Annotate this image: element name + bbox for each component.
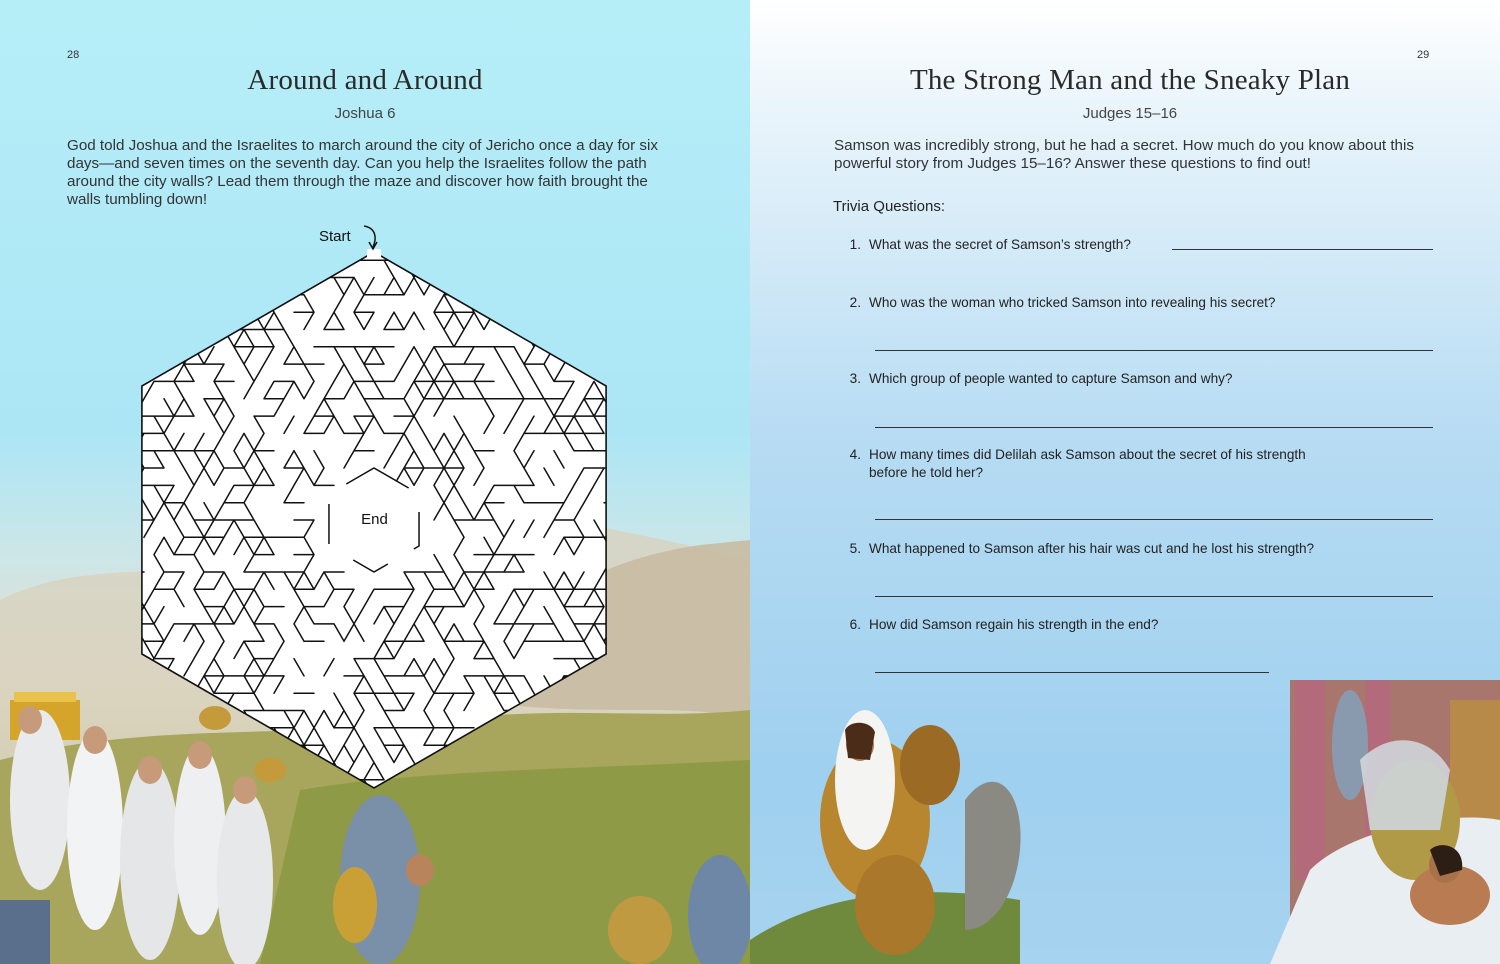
samson-lion-illustration xyxy=(750,710,1021,964)
right-page xyxy=(750,0,1500,964)
question-number: 4. xyxy=(849,447,861,462)
scripture-reference: Joshua 6 xyxy=(334,105,396,122)
delilah-samson-illustration xyxy=(1270,680,1500,964)
answer-line-3[interactable] xyxy=(875,427,1433,428)
page-title: The Strong Man and the Sneaky Plan xyxy=(909,64,1351,96)
question-number: 5. xyxy=(849,541,861,556)
question-text: Who was the woman who tricked Samson into revealing his secret? xyxy=(869,295,1276,310)
maze-start-label: Start xyxy=(319,228,351,245)
question-number: 6. xyxy=(849,617,861,632)
intro-text: Samson was incredibly strong, but he had a secret. How much do you know about this powerful story from Judges 15–16? Answer these questions to find out! xyxy=(834,137,1414,172)
maze-entrance xyxy=(367,249,381,259)
answer-line-2[interactable] xyxy=(875,350,1433,351)
intro-text: God told Joshua and the Israelites to march around the city of Jericho once a day for six days—and seven times on the seventh day. Can you help the Israelites follow the path around the city walls? Lead them through the maze and discover how faith brought the walls tumbling down! xyxy=(67,137,658,208)
question-number: 3. xyxy=(849,371,861,386)
page-number: 28 xyxy=(67,49,80,61)
answer-line-4[interactable] xyxy=(875,519,1433,520)
answer-line-5[interactable] xyxy=(875,596,1433,597)
page-title: Around and Around xyxy=(247,64,483,96)
maze-end-label: End xyxy=(361,511,388,528)
question-text: What happened to Samson after his hair was cut and he lost his strength? xyxy=(869,541,1315,556)
question-number: 1. xyxy=(849,237,861,252)
answer-line-1[interactable] xyxy=(1172,249,1433,250)
question-text: How many times did Delilah ask Samson about the secret of his strength xyxy=(869,447,1306,462)
question-text: What was the secret of Samson’s strength? xyxy=(869,237,1131,252)
scripture-reference: Judges 15–16 xyxy=(1082,105,1178,122)
question-text-continued: before he told her? xyxy=(869,465,984,480)
question-text: How did Samson regain his strength in the end? xyxy=(869,617,1159,632)
answer-line-6[interactable] xyxy=(875,672,1269,673)
question-text: Which group of people wanted to capture Samson and why? xyxy=(869,371,1233,386)
trivia-heading: Trivia Questions: xyxy=(833,198,945,215)
page-number: 29 xyxy=(1417,49,1430,61)
question-number: 2. xyxy=(849,295,861,310)
